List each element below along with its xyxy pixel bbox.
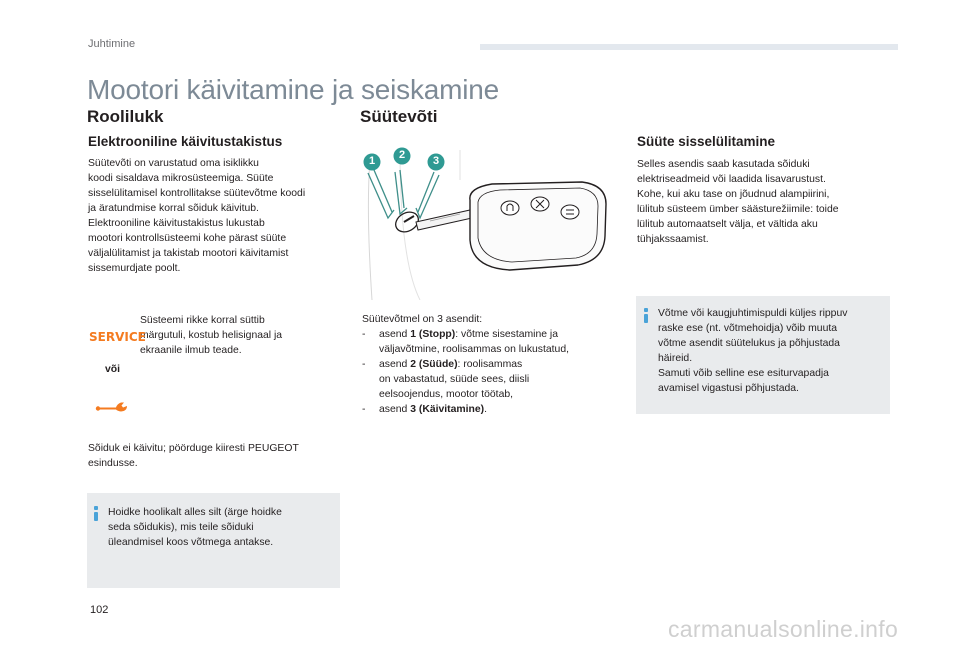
text-line: raske ese (nt. võtmehoidja) võib muuta [658,323,838,334]
text-line: Hoidke hoolikalt alles silt (ärge hoidke [108,507,282,518]
note-box-left [87,493,340,588]
list-item [362,327,622,357]
subheading-immobiliser: Elektrooniline käivitustakistus [88,134,283,149]
position-name: 3 (Käivitamine) [410,404,485,415]
positions-intro: Süütevõtmel on 3 asendit: [362,314,483,325]
text-line: Kohe, kui aku tase on jõudnud alampiirini, [637,189,830,200]
text-span: asend [379,359,411,370]
text-line: esindusse. [88,458,138,469]
position-name: 1 (Stopp) [410,329,456,340]
badge-label: 1 [368,155,376,167]
positions-list [362,327,622,417]
position-name: 2 (Süüde) [410,359,458,370]
text-line: väljalülitamist ja takistab mootori käivitamist [88,248,289,259]
text-line: Süütevõti on varustatud oma isiklikku [88,158,259,169]
text-span: . [484,404,488,415]
not-starting-paragraph [88,441,348,471]
section-label: Juhtimine [88,38,136,50]
text-line: ja äratundmise korral sõiduk käivitub. [88,203,259,214]
list-dash: - [362,404,366,415]
text-line: on vabastatud, süüde sees, diisli [379,374,530,385]
subheading-ignition-on: Süüte sisselülitamine [637,134,776,149]
text-line: üleandmisel koos võtmega antakse. [108,537,274,548]
list-dash: - [362,329,366,340]
info-icon [94,506,98,521]
list-item [362,357,622,402]
position-badge-1 [363,153,381,176]
text-line: seda sõidukis), mis teile sõiduki [108,522,254,533]
position-badge-2 [393,147,411,170]
text-line: Samuti võib selline ese esiturvapadja [658,368,829,379]
ignition-on-paragraph [637,157,897,247]
positions-section [362,312,622,417]
info-icon [644,308,648,323]
page-number: 102 [90,604,109,616]
page-title: Mootori käivitamine ja seiskamine [87,74,500,105]
text-line: Sõiduk ei käivitu; pöörduge kiiresti PEUGEOT [88,443,299,454]
text-line: avamisel vigastusi põhjustada. [658,383,799,394]
text-line: Võtme või kaugjuhtimispuldi küljes rippuv [658,308,848,319]
immobiliser-paragraph [88,156,348,276]
text-line: sisselülitamisel kontrollitakse süütevõtme koodi [88,188,306,199]
text-line: sissemurdjate poolt. [88,263,181,274]
heading-ignition-key: Süütevõti [360,107,438,126]
text-line: Selles asendis saab kasutada sõiduki [637,159,810,170]
text-line: tühjakssaamist. [637,234,709,245]
text-line: mootori kontrollsüsteemi kohe pärast süüte [88,233,287,244]
text-line: lülitub automaatselt välja, et vältida aku [637,219,818,230]
list-dash: - [362,359,366,370]
header-bar [480,44,898,50]
badge-label: 2 [398,149,406,161]
text-span: asend [379,329,411,340]
note-text [658,306,884,396]
text-line: Süsteemi rikke korral süttib [140,315,265,326]
text-line: eelsoojendus, mootor töötab, [379,389,514,400]
wrench-icon [94,398,130,419]
badge-label: 3 [432,155,440,167]
service-warning-icon: SERVICE [89,330,146,344]
text-line: häireid. [658,353,693,364]
fault-paragraph [140,313,340,358]
heading-roolilukk: Roolilukk [87,107,164,126]
text-line: märgutuli, kostub helisignaal ja [140,330,283,341]
or-label: või [105,364,121,375]
text-line: elektriseadmeid või laadida lisavarustust. [637,174,826,185]
text-line: Elektrooniline käivitustakistus lukustab [88,218,265,229]
text-span: : roolisammas [457,359,523,370]
text-line: koodi sisaldava mikrosüsteemiga. Süüte [88,173,274,184]
note-text [108,505,333,550]
text-span: : võtme sisestamine ja [455,329,559,340]
text-line: võtme asendit süütelukus ja põhjustada [658,338,840,349]
text-line: väljavõtmine, roolisammas on lukustatud, [379,344,570,355]
text-span: asend [379,404,411,415]
text-line: ekraanile ilmub teade. [140,345,242,356]
text-line: lülitub süsteem ümber säästurežiimile: toide [637,204,839,215]
position-badge-3 [427,153,445,176]
watermark: carmanualsonline.info [668,616,899,642]
list-item [362,402,622,417]
note-box-right [636,296,890,414]
